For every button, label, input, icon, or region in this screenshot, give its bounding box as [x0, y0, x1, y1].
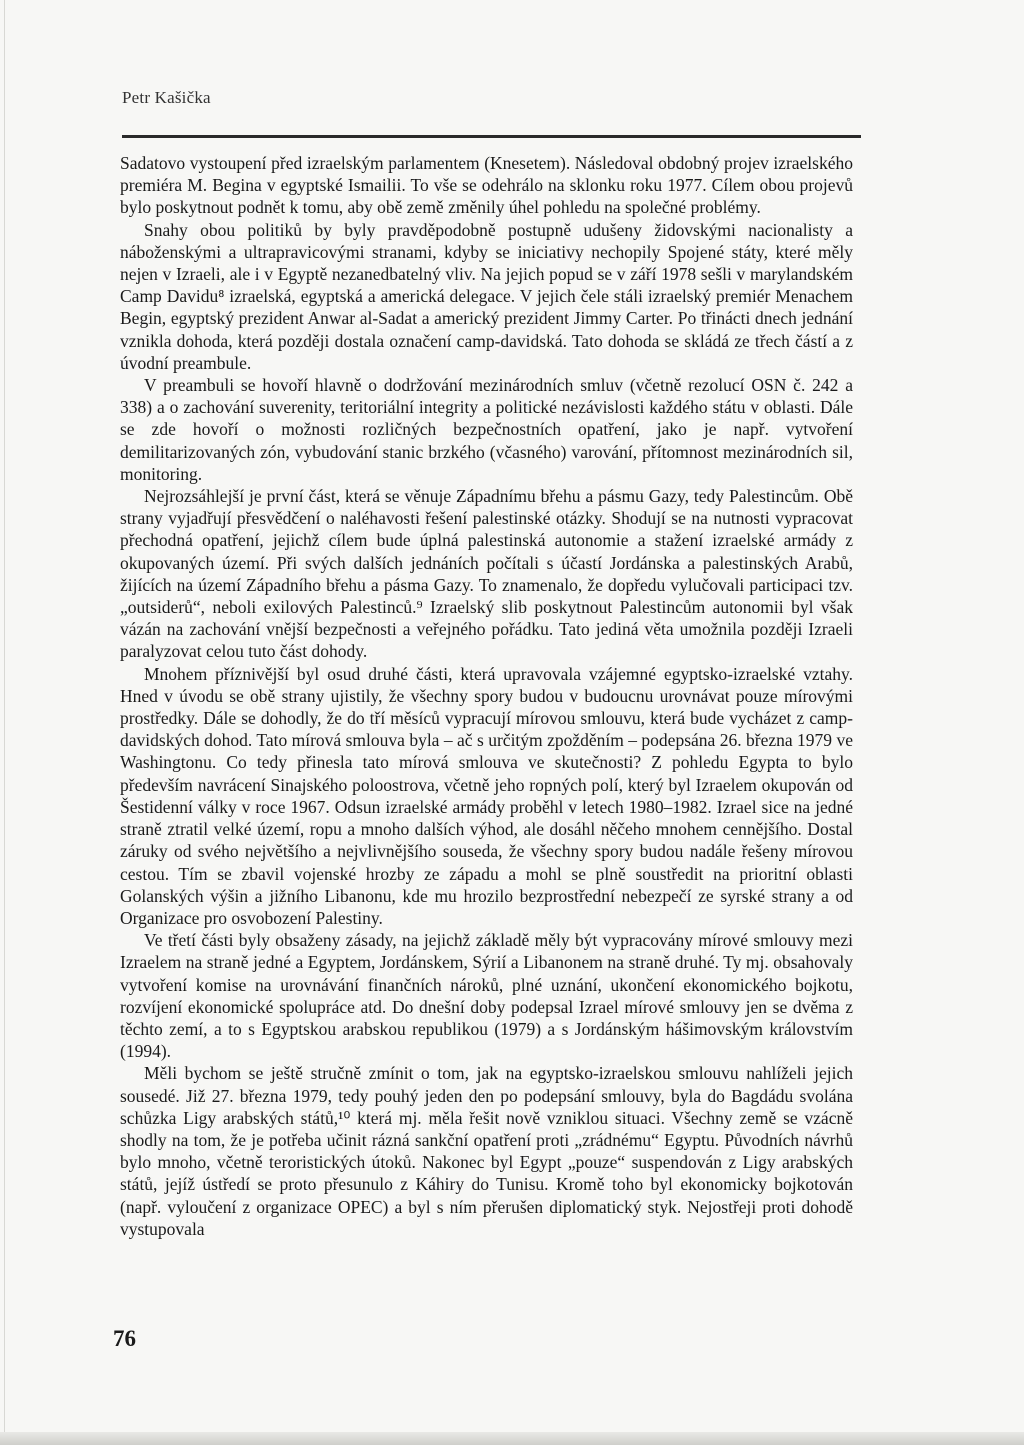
paragraph-3: V preambuli se hovoří hlavně o dodržování mezinárodních smluv (včetně rezolucí OSN č. 242 a 338) a o zachování suverenity, teritoriální integrity a politické nezávislosti každého státu v oblasti. Dále se zde hovoří o možnosti rozličných bezpečnostních opatření, jako je např. vytvoření demilitarizovaných zón, vybudování stanic brzkého (včasného) varování, přítomnost mezinárodních sil, monitoring. — [120, 375, 853, 484]
paragraph-7: Měli bychom se ještě stručně zmínit o tom, jak na egyptsko-izraelskou smlouvu nahlíželi jejich sousedé. Již 27. března 1979, tedy pouhý jeden den po podepsání smlouvy, byla do Bagdádu svolána schůzka Ligy arabských států,¹⁰ která mj. měla řešit nově vzniklou situaci. Všechny země se vzácně shodly na tom, že je potřeba učinit rázná sankční opatření proti „zrádnému“ Egyptu. Původních návrhů bylo mnoho, včetně teroristických útoků. Nakonec byl Egypt „pouze“ suspendován z Ligy arabských států, jejíž ústředí se proto přesunulo z Káhiry do Tunisu. Kromě toho byl ekonomicky bojkotován (např. vyloučení z organizace OPEC) a byl s ním přerušen diplomatický styk. Nejostřeji proti dohodě vystupovala — [120, 1063, 853, 1239]
header-rule — [122, 135, 861, 138]
body-text — [120, 152, 853, 1240]
scan-edge-bottom — [0, 1432, 1024, 1445]
running-head-author: Petr Kašička — [122, 88, 211, 107]
page-number: 76 — [113, 1326, 136, 1351]
paragraph-6: Ve třetí části byly obsaženy zásady, na jejichž základě měly být vypracovány mírové smlouvy mezi Izraelem na straně jedné a Egyptem, Jordánskem, Sýrií a Libanonem na straně druhé. Ty mj. obsahovaly vytvoření komise na urovnávání finančních nároků, plné uznání, ukončení ekonomického bojkotu, rozvíjení ekonomické spolupráce atd. Do dnešní doby podepsal Izrael mírové smlouvy jen se dvěma z těchto zemí, a to s Egyptskou arabskou republikou (1979) a s Jordánským hášimovským královstvím (1994). — [120, 930, 853, 1062]
paragraph-4: Nejrozsáhlejší je první část, která se věnuje Západnímu břehu a pásmu Gazy, tedy Palestincům. Obě strany vyjadřují přesvědčení o naléhavosti řešení palestinské otázky. Shodují se na nutnosti vypracovat přechodná opatření, jejichž cílem bude úplná palestinská autonomie a stažení izraelské armády z okupovaných území. Při svých dalších jednáních počítali s účastí Jordánska a palestinských Arabů, žijících na území Západního břehu a pásma Gazy. To znamenalo, že dopředu vylučovali participaci tzv. „outsiderů“, neboli exilových Palestinců.⁹ Izraelský slib poskytnout Palestincům autonomii byl však vázán na zachování vnější bezpečnosti a veřejného pořádku. Tato jediná věta umožnila později Izraeli paralyzovat celou tuto část dohody. — [120, 486, 853, 662]
paragraph-1: Sadatovo vystoupení před izraelským parlamentem (Knesetem). Následoval obdobný projev izraelského premiéra M. Begina v egyptské Ismailii. To vše se odehrálo na sklonku roku 1977. Cílem obou projevů bylo poskytnout podnět k tomu, aby obě země změnily úhel pohledu na společné problémy. — [120, 153, 853, 218]
paragraph-2: Snahy obou politiků by byly pravděpodobně postupně udušeny židovskými nacionalisty a náboženskými a ultrapravicovými stranami, kdyby se iniciativy nechopily Spojené státy, které měly nejen v Izraeli, ale i v Egyptě nezanedbatelný vliv. Na jejich popud se v září 1978 sešli v marylandském Camp Davidu⁸ izraelská, egyptská a americká delegace. V jejich čele stáli izraelský premiér Menachem Begin, egyptský prezident Anwar al-Sadat a americký prezident Jimmy Carter. Po třinácti dnech jednání vznikla dohoda, která později dostala označení camp-davidská. Tato dohoda se skládá ze třech částí a z úvodní preambule. — [120, 219, 853, 373]
scan-edge-left — [4, 0, 5, 1445]
paragraph-5: Mnohem příznivější byl osud druhé části, která upravovala vzájemné egyptsko-izraelské vztahy. Hned v úvodu se obě strany ujistily, že všechny spory budou v budoucnu urovnávat pouze mírovými prostředky. Dále se dohodly, že do tří měsíců vypracují mírovou smlouvu, která bude vycházet z camp-davidských dohod. Tato mírová smlouva byla – ač s určitým zpožděním – podepsána 26. března 1979 ve Washingtonu. Co tedy přinesla tato mírová smlouva ve skutečnosti? Z pohledu Egypta to bylo především navrácení Sinajského poloostrova, včetně jeho ropných polí, který byl Izraelem okupován od Šestidenní války v roce 1967. Odsun izraelské armády proběhl v letech 1980–1982. Izrael sice na jedné straně ztratil velké území, ropu a mnoho dalších výhod, ale dosáhl něčeho mnohem cennějšího. Dostal záruky od svého největšího a nejvlivnějšího souseda, že všechny spory budou nadále řešeny mírovou cestou. Tím se zbavil vojenské hrozby ze západu a mohl se plně soustředit na prioritní oblasti Golanských výšin a jižního Libanonu, kde mu hrozilo bezprostřední nebezpečí ze syrské strany a od Organizace pro osvobození Palestiny. — [120, 663, 853, 928]
